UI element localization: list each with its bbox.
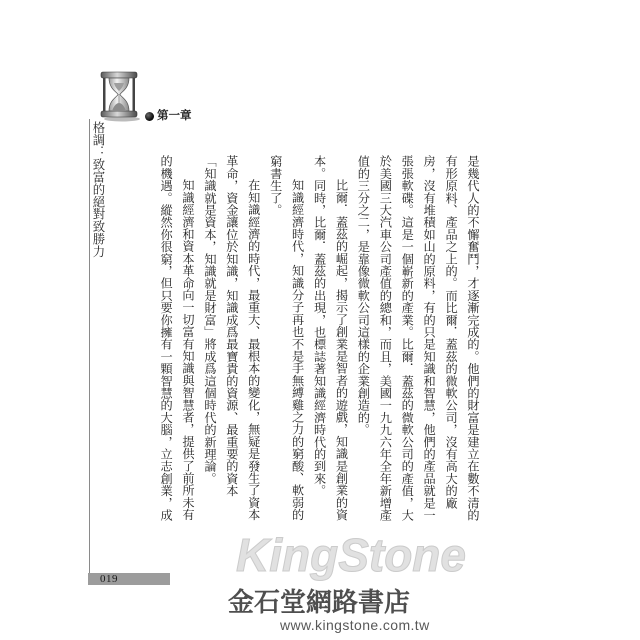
- text-column: 的機遇。縱然你很窮，但只要你擁有一顆智慧的大腦，立志創業，成: [159, 155, 174, 521]
- text-column: 窮書生了。: [268, 155, 283, 216]
- text-column: 值的三分之二，是靠像微軟公司這樣的企業創造的。: [356, 155, 371, 436]
- body-text: [154, 155, 483, 527]
- watermark-url: www.kingstone.com.tw: [280, 617, 430, 633]
- text-column: 張張軟碟。這是一個嶄新的產業。比爾．蓋茲的微軟公司的產值，大: [400, 155, 415, 521]
- page-number: 019: [100, 573, 118, 585]
- text-column: 「知識就是資本，知識就是財富」將成爲這個時代的新理論。: [202, 155, 217, 485]
- chapter-heading: [145, 109, 192, 123]
- text-column: 是幾代人的不懈奮鬥，才逐漸完成的。他們的財富是建立在數不清的: [466, 155, 480, 521]
- text-column: 在知識經濟的時代，最重大、最根本的變化，無疑是發生了資本: [246, 179, 261, 521]
- text-column: 知識經濟和資本革命向一切富有知識與智慧者，提供了前所未有: [181, 179, 196, 521]
- chapter-label: 第一章: [157, 110, 192, 122]
- text-column: 革命，資金讓位於知識，知識成爲最寶貴的資源、最重要的資本: [224, 155, 239, 497]
- bullet-dot-icon: [145, 112, 154, 121]
- page-number-bar: [88, 573, 170, 585]
- running-book-title: 格調：致富的絕對致勝力: [91, 121, 105, 258]
- text-column: 知識經濟時代，知識分子再也不是手無縛雞之力的窮酸、軟弱的: [290, 179, 305, 521]
- text-column: 有形原料、產品之上的。而比爾．蓋茲的微軟公司，沒有高大的廠: [444, 155, 459, 509]
- text-column: 本。同時，比爾．蓋茲的出現，也標誌著知識經濟時代的到來。: [312, 155, 327, 497]
- text-column: 房，沒有堆積如山的原料，有的只是知識和智慧，他們的產品就是一: [422, 155, 437, 521]
- margin-rule: [89, 119, 90, 573]
- watermark-brand: KingStone: [236, 529, 466, 581]
- hourglass-icon: [98, 70, 142, 122]
- text-column: 比爾．蓋茲的崛起，揭示了創業是智者的遊戲，知識是創業的資: [334, 179, 349, 521]
- watermark-store-name: 金石堂網路書店: [228, 587, 411, 617]
- text-column: 於美國三大汽車公司產值的總和，而且，美國一九九六年全年新增產: [378, 155, 393, 521]
